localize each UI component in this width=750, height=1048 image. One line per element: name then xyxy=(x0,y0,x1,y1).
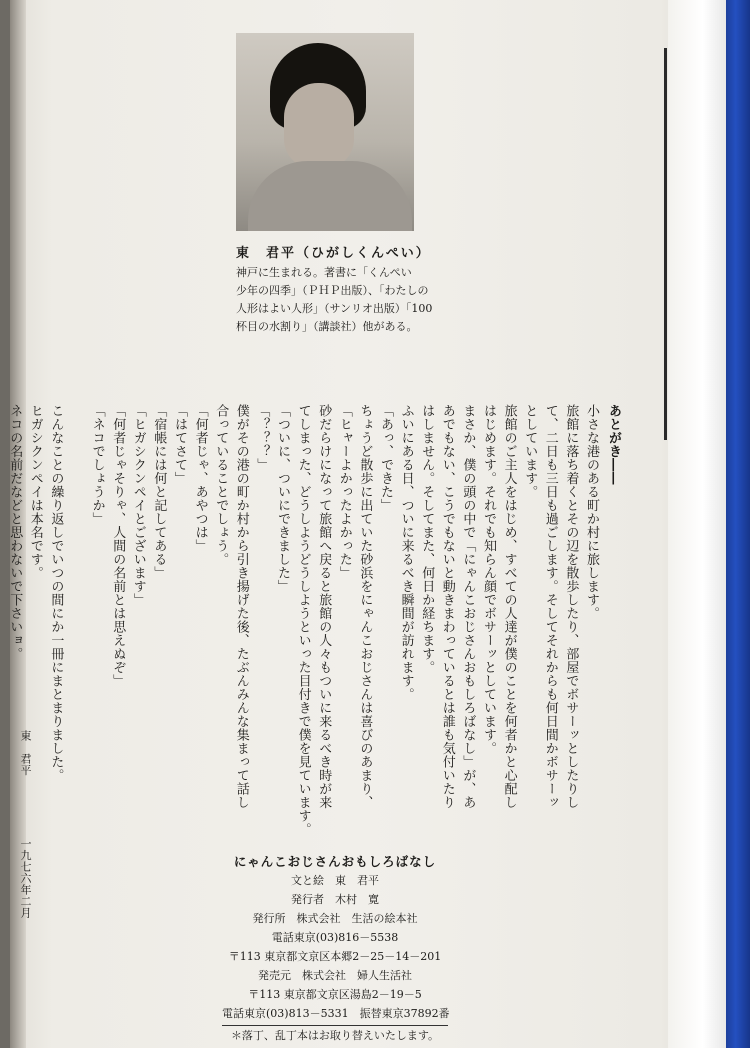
afterword-column: 「宿帳には何と記してある」 xyxy=(151,404,167,580)
afterword-column: 「？？？」 xyxy=(254,404,270,472)
author-name: 東 君平（ひがしくんぺい） xyxy=(236,246,431,261)
afterword-signature: 東 君平 xyxy=(19,730,32,776)
afterword-column: こんなことの繰り返しでいつの間にか一冊にまとまりました。 xyxy=(48,404,64,782)
afterword-column: ネコの名前だなどと思わないで下さいョ。 xyxy=(7,404,23,661)
replacement-note: ＊落丁、乱丁本はお取り替えいたします。 xyxy=(222,1025,448,1045)
distributor-tel: 電話東京(03)813－5331 振替東京37892番 xyxy=(222,1007,450,1020)
distributor-address: 〒113 東京都文京区湯島2－19－5 xyxy=(248,988,422,1001)
distributor: 発売元 株式会社 婦人生活社 xyxy=(258,969,412,982)
afterword-column: 「ヒャーよかったよかった」 xyxy=(336,404,352,580)
author-line: 文と絵 東 君平 xyxy=(291,874,379,887)
afterword-column: 「あっ、できた」 xyxy=(378,404,393,512)
bio-line: 人形はよい人形」（サンリオ出版）「100 xyxy=(236,302,433,315)
afterword-column: 「はてさて」 xyxy=(172,404,187,485)
afterword-column: はじめます。それでも知らん顔でボサーッとしています。 xyxy=(481,404,496,755)
colophon xyxy=(222,852,448,1045)
afterword-column: 砂だらけになって旅館へ戻ると旅館の人々もついに来るべき時が来 xyxy=(316,404,332,809)
book-title: にゃんこおじさんおもしろばなし xyxy=(233,854,437,869)
publisher: 発行所 株式会社 生活の絵本社 xyxy=(252,912,418,925)
afterword-column: てしまった、どうしようどうしようといった目付きで僕を見ています。 xyxy=(295,404,311,836)
afterword-column: 「何者じゃ、あやつは」 xyxy=(192,404,208,553)
afterword-column: はしません。そしてまた、何日か経ちます。 xyxy=(419,404,435,674)
afterword-column: ふいにある日、ついに来るべき瞬間が訪れます。 xyxy=(398,404,414,701)
publisher-tel: 電話東京(03)816－5538 xyxy=(271,931,399,944)
publisher-person: 発行者 木村 寛 xyxy=(291,893,379,906)
afterword-column: 「ネコでしょうか」 xyxy=(89,404,105,526)
page-edge-line xyxy=(664,48,667,440)
next-page-edge xyxy=(668,0,726,1048)
afterword-date: 一九七六年二月 xyxy=(19,838,32,919)
afterword-column: 小さな港のある町か村に旅します。 xyxy=(584,404,599,620)
afterword-column: 僕がその港の町か村から引き揚げた後、たぶんみんな集まって話し xyxy=(233,404,249,809)
book-page xyxy=(7,0,716,1048)
afterword-column: あでもない、こうでもないと動きまわっているとは誰も気付いたり xyxy=(439,404,455,809)
afterword-column: ヒガシクンペイは本名です。 xyxy=(27,404,43,580)
publisher-address: 〒113 東京都文京区本郷2－25－14－201 xyxy=(228,950,442,963)
bio-line: 少年の四季」（ＰＨＰ出版）、「わたしの xyxy=(236,284,429,297)
afterword-column: ちょうど散歩に出ていた砂浜をにゃんこおじさんは喜びのあまり、 xyxy=(357,404,373,809)
book-cover-edge xyxy=(726,0,750,1048)
author-photo xyxy=(236,33,414,231)
afterword-column: まさか、僕の頭の中で「にゃんこおじさんおもしろばなし」が、あ xyxy=(460,404,476,809)
afterword-heading: あとがき―― xyxy=(606,404,621,485)
afterword-column: としています。 xyxy=(522,404,538,499)
afterword-column: 旅館に落ち着くとその辺を散歩したり、部屋でボサーッとしたりし xyxy=(563,404,579,809)
afterword-column: て、二日も三日も過ごします。そしてそれからも何日間かボサーッ xyxy=(542,404,558,809)
afterword-column: 「何者じゃそりゃ、人間の名前とは思えぬぞ」 xyxy=(110,404,126,688)
afterword-column: 合っていることでしょう。 xyxy=(213,404,229,566)
bio-line: 神戸に生まれる。著書に「くんぺい xyxy=(236,266,412,279)
afterword-column: 「ついに、ついにできました」 xyxy=(275,404,290,593)
afterword-column: 旅館のご主人をはじめ、すべての人達が僕のことを何者かと心配し xyxy=(501,404,517,809)
bio-line: 杯目の水割り」（講談社）他がある。 xyxy=(236,320,418,333)
afterword-column: 「ヒガシクンペイとございます」 xyxy=(130,404,146,607)
